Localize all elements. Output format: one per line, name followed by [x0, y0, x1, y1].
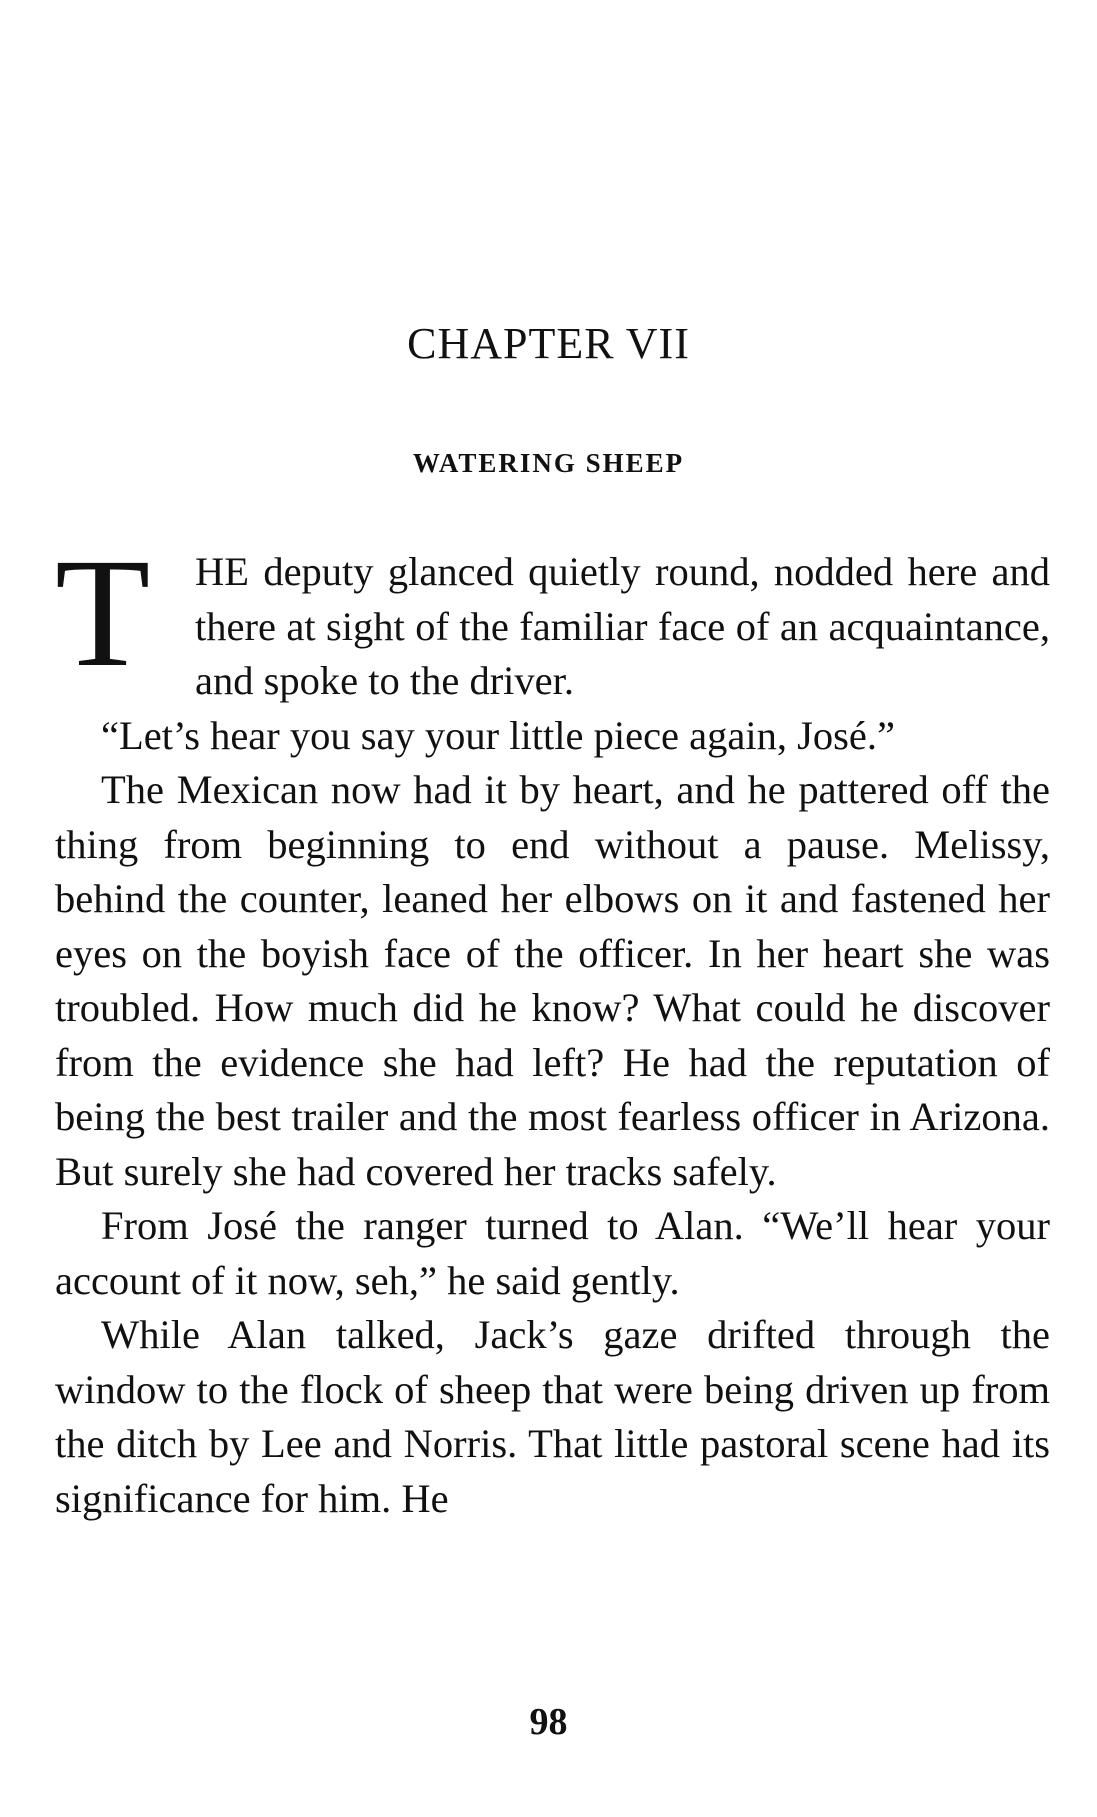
paragraph: “Let’s hear you say your little piece again, José.”: [101, 712, 895, 758]
paragraph: The Mexican now had it by heart, and he pattered off the thing from beginning to end without a pause. Melissy, behind the counter, leaned her elbows on it and fastened her eyes on the boyish face of the officer. In her heart she was troubled. How much did he know? What could he discover from the evidence she had left? He had the reputation of being the best trailer and the most fearless officer in Arizona. But surely she had covered her tracks safely.: [55, 767, 1050, 1194]
drop-cap: T: [55, 526, 151, 699]
paragraph-text: HE deputy glanced quietly round, nodded here and there at sight of the familiar face of an acquaintance, and spoke to the driver.: [195, 549, 1050, 703]
chapter-title: CHAPTER VII: [407, 319, 690, 368]
paragraph: [55, 526, 1050, 709]
body-text: [55, 526, 1050, 1526]
page-number: 98: [529, 1701, 568, 1743]
paragraph: While Alan talked, Jack’s gaze drifted through the window to the flock of sheep that were being driven up from the ditch by Lee and Norris. That little pastoral scene had its significance for him. He: [55, 1312, 1050, 1521]
chapter-subtitle: WATERING SHEEP: [412, 448, 685, 478]
paragraph: From José the ranger turned to Alan. “We’ll hear your account of it now, seh,” he said gently.: [55, 1203, 1050, 1303]
